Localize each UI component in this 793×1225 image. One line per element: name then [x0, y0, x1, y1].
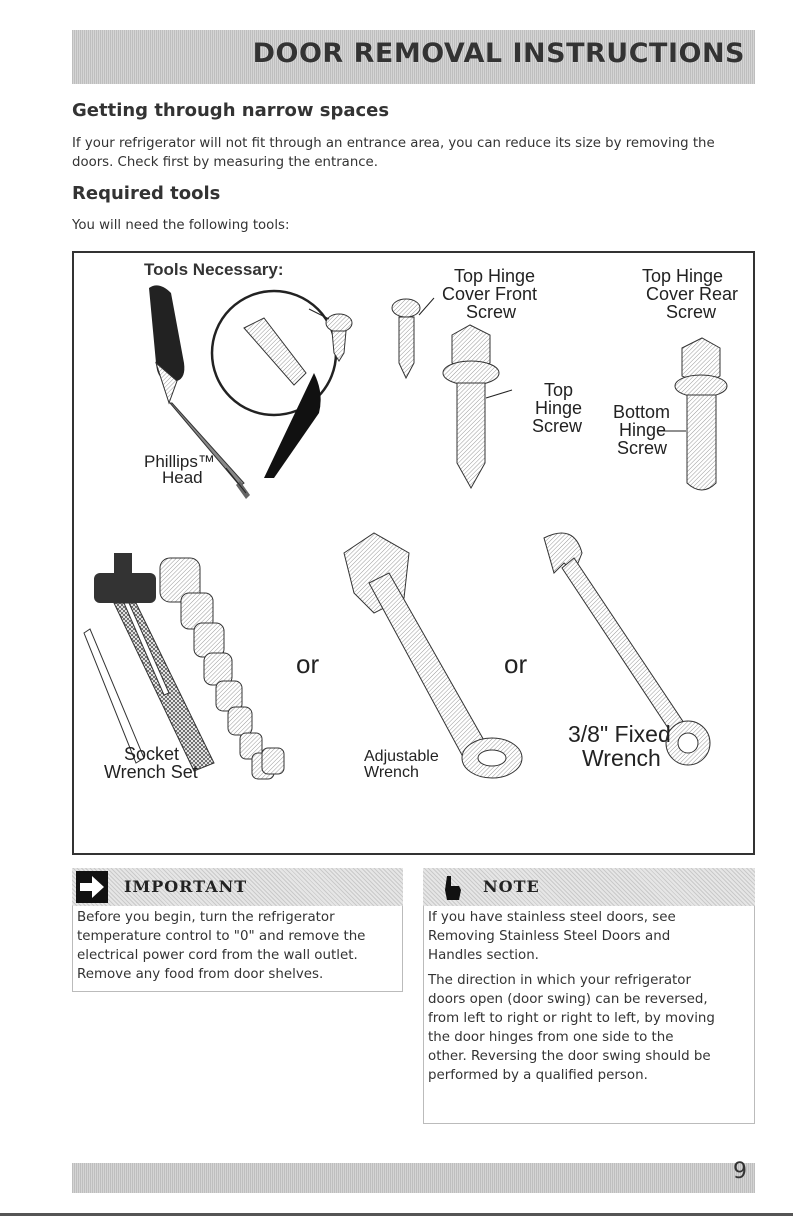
top-hinge-screw-label: Top [544, 380, 574, 400]
bottom-rule [0, 1213, 793, 1216]
fixed-wrench-label: 3/8" Fixed [568, 721, 671, 747]
footer-bar [72, 1159, 755, 1193]
socket-label: Wrench Set [104, 762, 198, 782]
hand-pointing-icon [441, 874, 465, 902]
fixed-wrench-label: Wrench [582, 745, 661, 771]
adjustable-label: Adjustable [364, 748, 439, 765]
socket-label: Socket [124, 744, 180, 764]
note-line: the door hinges from one side to the [428, 1030, 674, 1045]
paragraph-line: If your refrigerator will not fit through an entrance area, you can reduce its size by removing the [72, 136, 715, 151]
cover-rear-screw-icon [392, 298, 434, 378]
important-title: IMPORTANT [124, 877, 248, 896]
bottom-hinge-label: Hinge [619, 420, 667, 440]
note-body [423, 906, 755, 1124]
header-banner [72, 30, 755, 84]
note-line: If you have stainless steel doors, see [428, 910, 676, 925]
socket-wrench-set-icon [84, 553, 284, 782]
important-header [72, 868, 403, 906]
bottom-hinge-label: Screw [617, 438, 668, 458]
important-line: Remove any food from door shelves. [77, 967, 324, 982]
top-hinge-screw-label: Screw [532, 416, 583, 436]
adjustable-label: Wrench [364, 764, 419, 781]
top-hinge-screw-label: Hinge [535, 398, 583, 418]
top-hinge-rear-label: Cover Rear [646, 284, 739, 304]
page-title: DOOR REMOVAL INSTRUCTIONS [252, 38, 745, 69]
note-line: performed by a qualified person. [428, 1068, 648, 1083]
top-hinge-front-label: Cover Front [442, 284, 538, 304]
phillips-head-label: Head [162, 468, 203, 487]
important-line: temperature control to "0" and remove the [77, 929, 366, 944]
top-hinge-rear-label: Top Hinge [642, 266, 724, 286]
top-hinge-rear-label: Screw [666, 302, 717, 322]
important-body [72, 906, 403, 992]
or-label: or [504, 649, 528, 679]
section-heading-narrow-spaces: Getting through narrow spaces [72, 100, 390, 121]
arrow-right-icon [76, 871, 108, 903]
top-hinge-front-label: Top Hinge [454, 266, 536, 286]
top-hinge-screw-icon [443, 325, 512, 488]
bottom-hinge-label: Bottom [613, 402, 671, 422]
top-hinge-front-label: Screw [466, 302, 517, 322]
section-heading-required-tools: Required tools [72, 183, 221, 204]
tools-title: Tools Necessary: [144, 260, 284, 279]
tools-figure [72, 251, 755, 855]
paragraph-line: You will need the following tools: [72, 218, 290, 233]
note-line: doors open (door swing) can be reversed, [428, 992, 708, 1007]
note-line: from left to right or right to left, by moving [428, 1011, 715, 1026]
note-title: NOTE [483, 877, 540, 896]
or-label: or [296, 649, 320, 679]
note-line: The direction in which your refrigerator [428, 973, 691, 988]
note-header [423, 868, 755, 906]
adjustable-wrench-icon [344, 533, 522, 778]
paragraph-line: doors. Check first by measuring the entrance. [72, 155, 378, 170]
page-number: 9 [733, 1159, 747, 1184]
note-line: Handles section. [428, 948, 539, 963]
phillips-label: Phillips™ [144, 452, 215, 471]
note-line: other. Reversing the door swing should be [428, 1049, 711, 1064]
important-line: Before you begin, turn the refrigerator [77, 910, 335, 925]
important-line: electrical power cord from the wall outlet. [77, 948, 358, 963]
note-line: Removing Stainless Steel Doors and [428, 929, 671, 944]
